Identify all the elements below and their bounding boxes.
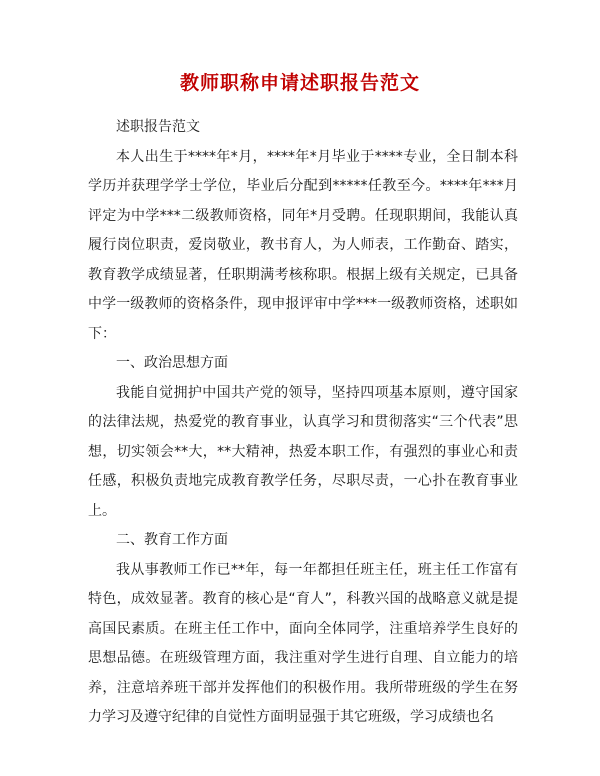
paragraph-education: 我从事教师工作已**年，每一年都担任班主任，班主任工作富有特色，成效显著。教育的核心是“育人”，科教兴国的战略意义就是提高国民素质。在班主任工作中，面向全体同学，注重培养学生良好的思想品德。在班级管理方面，我注重对学生进行自理、自立能力的培养，注意培养班干部并发挥他们的积极作用。我所带班级的学生在努力学习及遵守纪律的自觉性方面明显强于其它班级，学习成绩也名 [88, 561, 518, 725]
document-body [88, 113, 518, 733]
paragraph-intro: 本人出生于****年*月，****年*月毕业于****专业，全日制本科学历并获理学学士学位，毕业后分配到*****任教至今。****年***月评定为中学***二级教师资格，同年*月受聘。任现职期间，我能认真履行岗位职责，爱岗敬业，教书育人，为人师表，工作勤奋、踏实，教育教学成绩显著，任职期满考核称职。根据上级有关规定，已具备中学一级教师的资格条件，现申报评审中学***一级教师资格，述职如下： [88, 148, 518, 342]
paragraph-political: 我能自觉拥护中国共产党的领导，坚持四项基本原则，遵守国家的法律法规，热爱党的教育事业，认真学习和贯彻落实“三个代表”思想，切实领会**大，**大精神，热爱本职工作，有强烈的事业心和责任感，积极负责地完成教育教学任务，尽职尽责，一心扑在教育事业上。 [88, 384, 518, 519]
section-heading-education: 二、教育工作方面 [116, 532, 228, 548]
section-heading-political: 一、政治思想方面 [116, 355, 228, 371]
document-subtitle: 述职报告范文 [116, 119, 200, 135]
document-title: 教师职称申请述职报告范文 [179, 72, 420, 94]
